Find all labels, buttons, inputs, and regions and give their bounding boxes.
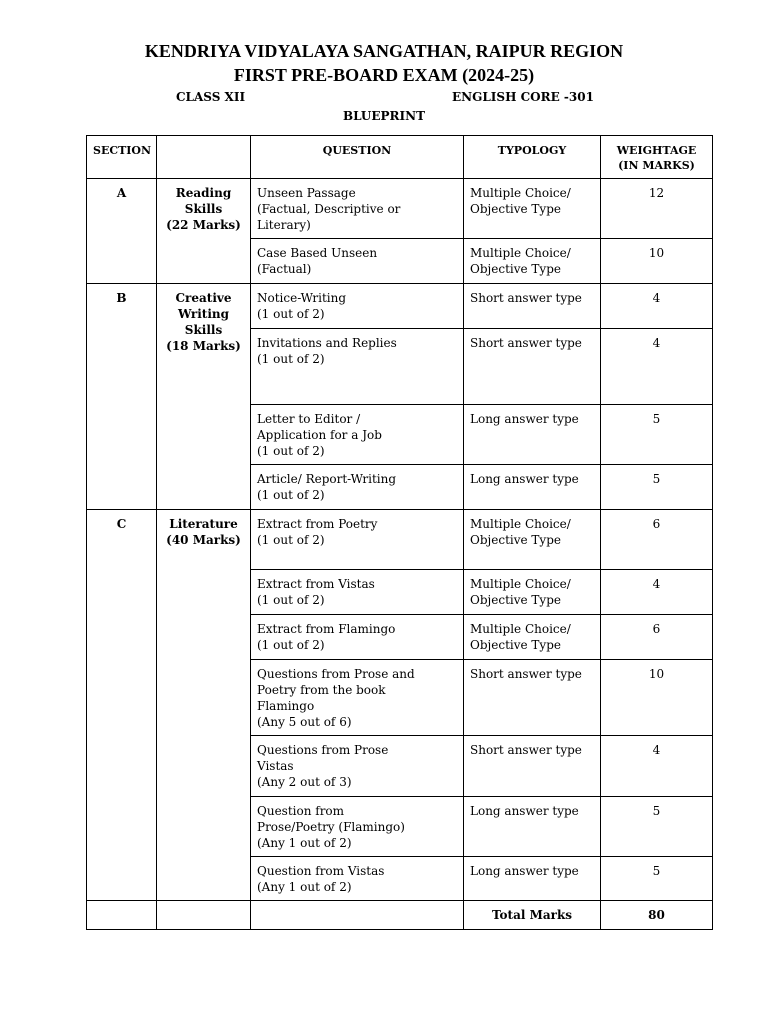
weightage-cell: 5 (601, 797, 713, 857)
question-cell: Notice-Writing (1 out of 2) (251, 284, 464, 329)
section-cell: B (87, 284, 157, 510)
weightage-cell: 6 (601, 615, 713, 660)
total-row (87, 901, 713, 930)
column-header-section: SECTION (87, 136, 157, 179)
column-header-area (157, 136, 251, 179)
empty-cell (157, 901, 251, 930)
typology-cell: Long answer type (464, 797, 601, 857)
question-cell: Letter to Editor / Application for a Job (1 out of 2) (251, 405, 464, 465)
blueprint-label: BLUEPRINT (342, 109, 426, 123)
table-row (87, 179, 713, 239)
empty-cell (251, 901, 464, 930)
weightage-cell: 12 (601, 179, 713, 239)
question-cell: Questions from Prose Vistas (Any 2 out of 3) (251, 736, 464, 797)
weightage-cell: 4 (601, 284, 713, 329)
organization-title: KENDRIYA VIDYALAYA SANGATHAN, RAIPUR REGION (144, 41, 624, 61)
typology-cell: Multiple Choice/ Objective Type (464, 570, 601, 615)
table-row (87, 510, 713, 570)
weightage-cell: 6 (601, 510, 713, 570)
section-cell: A (87, 179, 157, 284)
question-cell: Question from Prose/Poetry (Flamingo) (Any 1 out of 2) (251, 797, 464, 857)
question-cell: Question from Vistas (Any 1 out of 2) (251, 857, 464, 901)
column-header-question: QUESTION (251, 136, 464, 179)
weightage-cell: 10 (601, 660, 713, 736)
skill-area-cell: Reading Skills (22 Marks) (157, 179, 251, 284)
skill-area-cell: Creative Writing Skills (18 Marks) (157, 284, 251, 510)
column-header-typology: TYPOLOGY (464, 136, 601, 179)
typology-cell: Short answer type (464, 284, 601, 329)
column-header-weightage: WEIGHTAGE (IN MARKS) (601, 136, 713, 179)
skill-area-cell: Literature (40 Marks) (157, 510, 251, 901)
typology-cell: Long answer type (464, 465, 601, 510)
question-cell: Article/ Report-Writing (1 out of 2) (251, 465, 464, 510)
table-row (87, 284, 713, 329)
question-cell: Case Based Unseen (Factual) (251, 239, 464, 284)
total-marks-label: Total Marks (464, 901, 601, 930)
typology-cell: Long answer type (464, 405, 601, 465)
question-cell: Extract from Vistas (1 out of 2) (251, 570, 464, 615)
subject-label: ENGLISH CORE -301 (452, 90, 594, 104)
weightage-cell: 10 (601, 239, 713, 284)
typology-cell: Long answer type (464, 857, 601, 901)
weightage-cell: 5 (601, 465, 713, 510)
question-cell: Unseen Passage (Factual, Descriptive or Literary) (251, 179, 464, 239)
typology-cell: Short answer type (464, 736, 601, 797)
total-marks-value: 80 (601, 901, 713, 930)
section-cell: C (87, 510, 157, 901)
weightage-cell: 4 (601, 736, 713, 797)
class-label: CLASS XII (176, 90, 246, 104)
typology-cell: Multiple Choice/ Objective Type (464, 510, 601, 570)
table-header-row (87, 136, 713, 179)
weightage-cell: 4 (601, 570, 713, 615)
question-cell: Questions from Prose and Poetry from the book Flamingo (Any 5 out of 6) (251, 660, 464, 736)
weightage-cell: 5 (601, 857, 713, 901)
weightage-cell: 5 (601, 405, 713, 465)
exam-title: FIRST PRE-BOARD EXAM (2024-25) (233, 65, 535, 85)
blueprint-table (86, 135, 713, 930)
typology-cell: Multiple Choice/ Objective Type (464, 615, 601, 660)
question-cell: Extract from Flamingo (1 out of 2) (251, 615, 464, 660)
question-cell: Extract from Poetry (1 out of 2) (251, 510, 464, 570)
question-cell: Invitations and Replies (1 out of 2) (251, 329, 464, 405)
typology-cell: Short answer type (464, 660, 601, 736)
typology-cell: Short answer type (464, 329, 601, 405)
empty-cell (87, 901, 157, 930)
typology-cell: Multiple Choice/ Objective Type (464, 179, 601, 239)
weightage-cell: 4 (601, 329, 713, 405)
typology-cell: Multiple Choice/ Objective Type (464, 239, 601, 284)
